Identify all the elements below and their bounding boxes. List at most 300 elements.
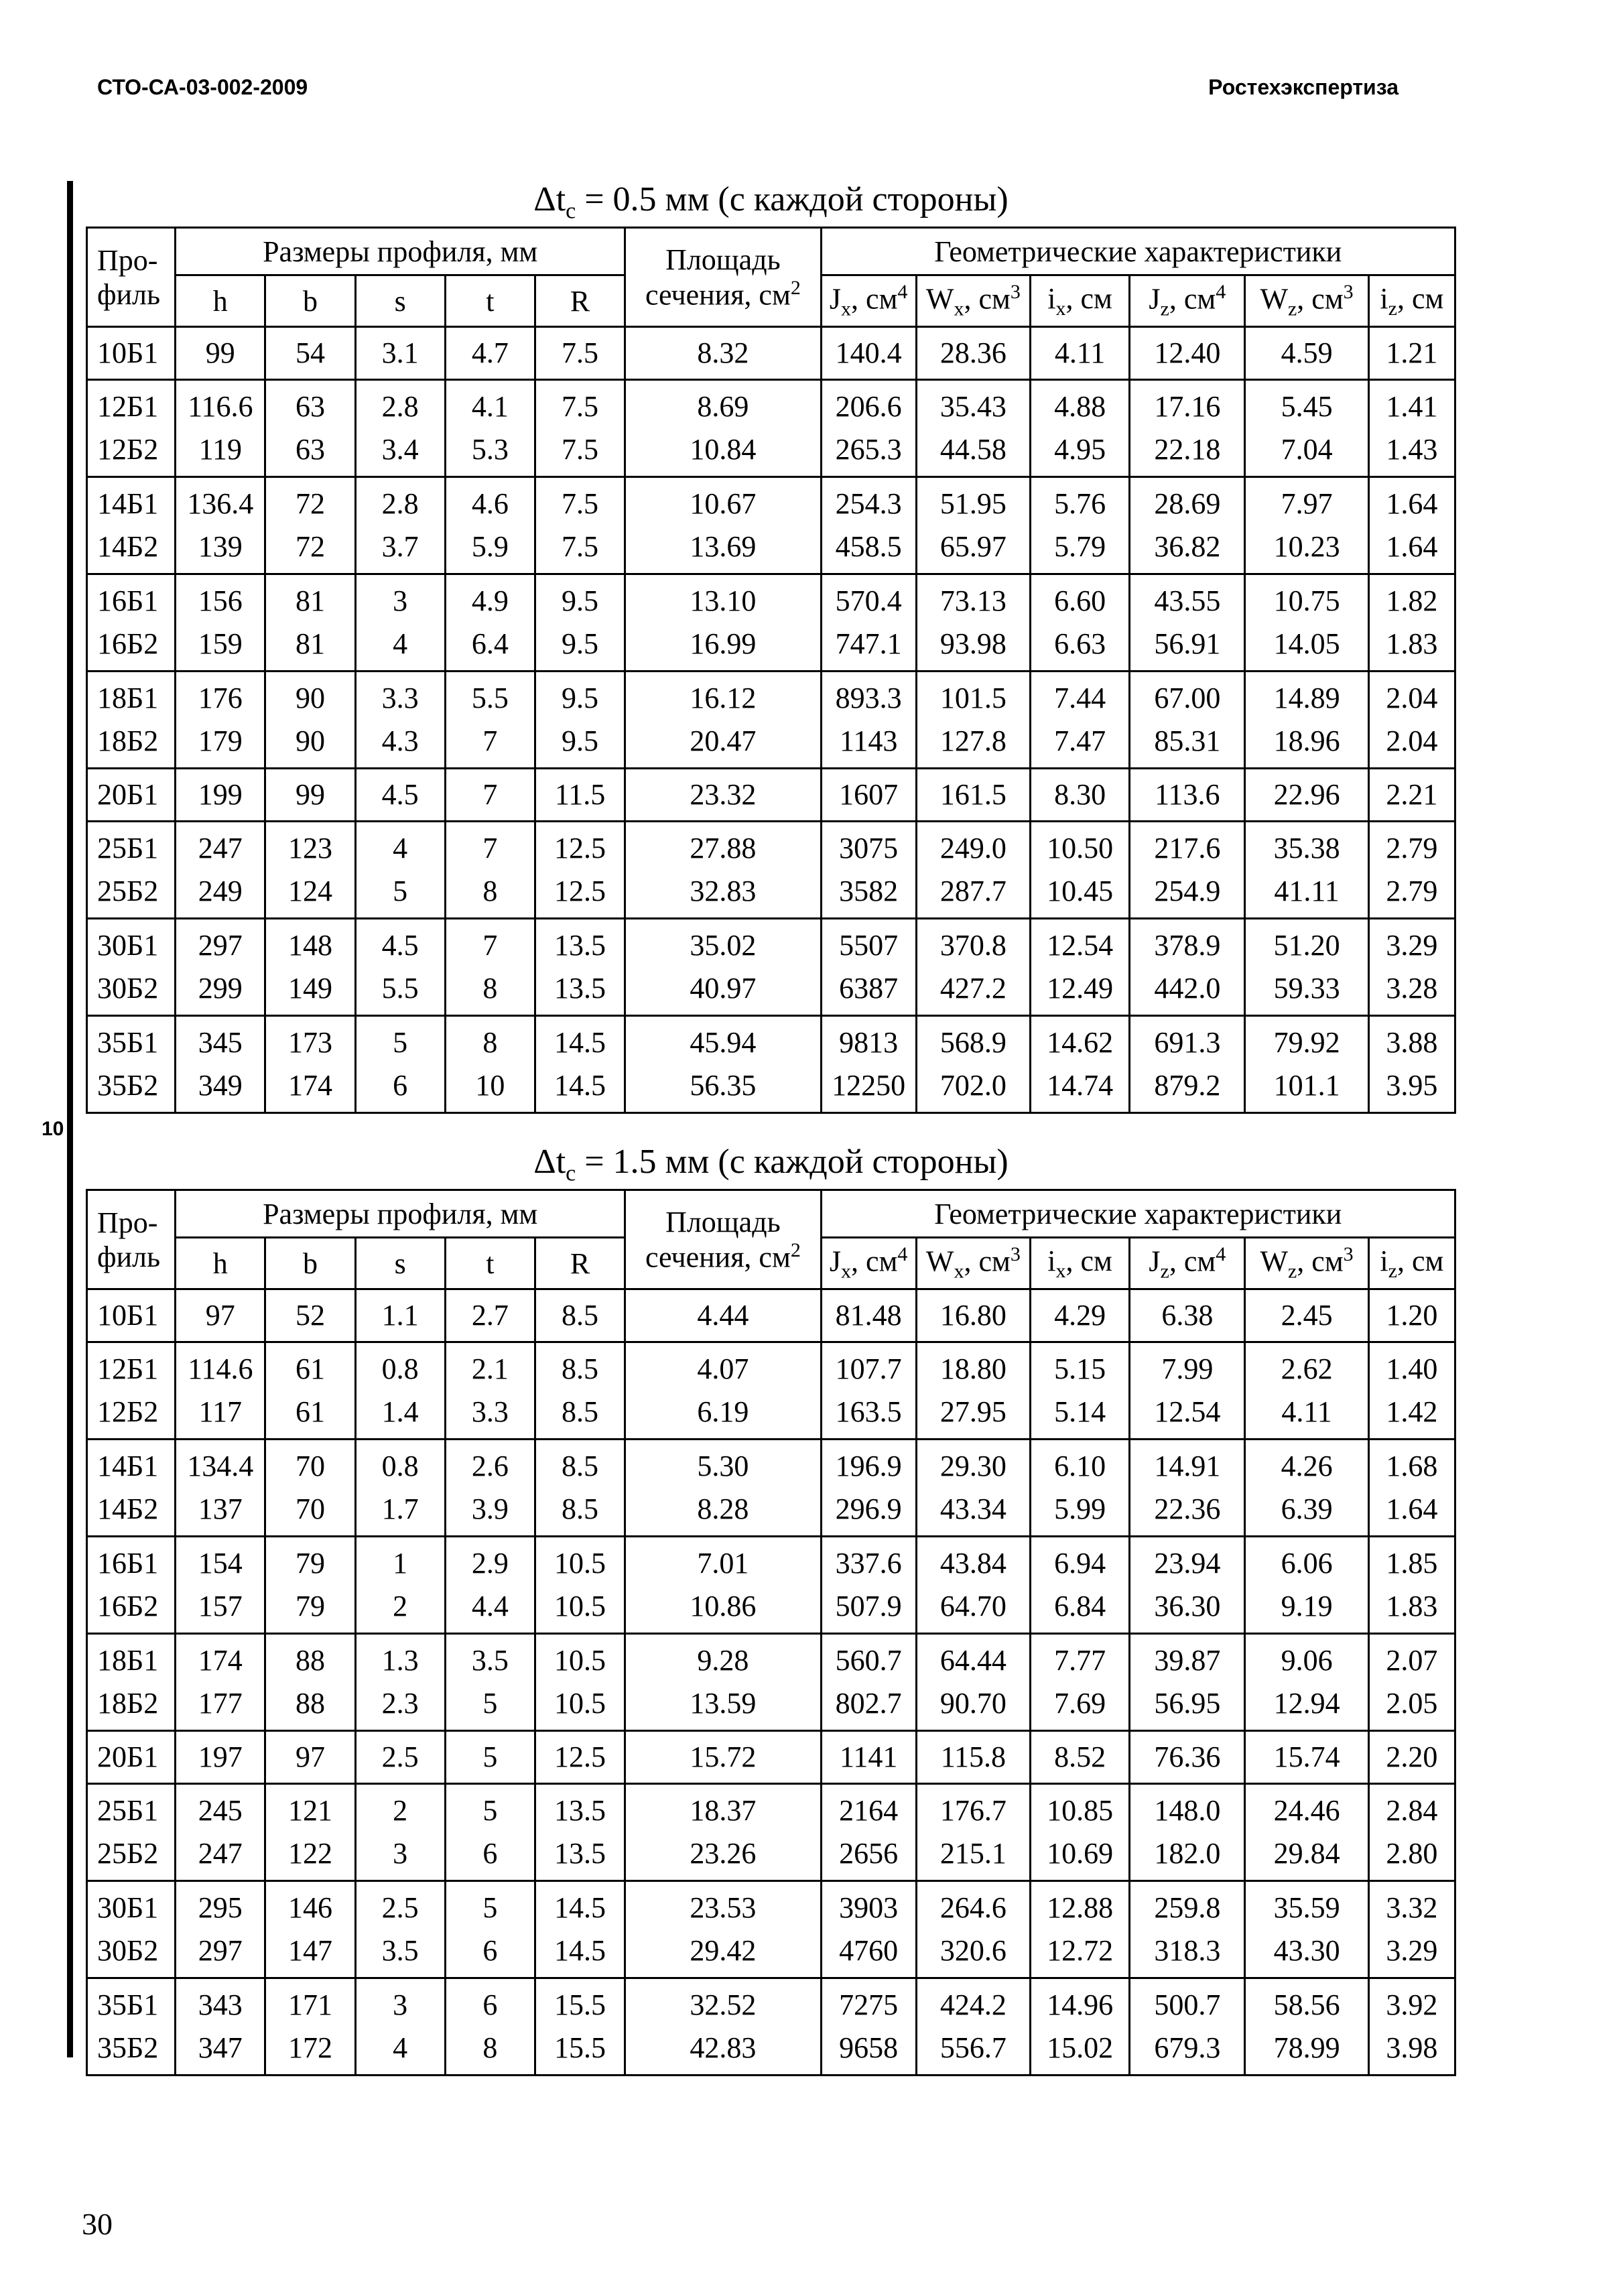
value-cell	[1245, 477, 1368, 574]
cell-value: 3.29	[1386, 1934, 1438, 1967]
value-cell	[1130, 1881, 1245, 1978]
cell-value: 1.64	[1386, 1492, 1438, 1525]
cell-value: 8	[482, 875, 498, 907]
cell-value: 156	[198, 584, 243, 617]
cell-value: 249	[198, 875, 243, 907]
profile-cell	[87, 327, 176, 380]
cell-value: 25Б2	[97, 1837, 159, 1870]
cell-value: 56.95	[1154, 1687, 1221, 1720]
symbol: W	[1260, 1245, 1288, 1278]
value-cell	[916, 1731, 1030, 1784]
value-cell	[1031, 1978, 1130, 2076]
cell-value: 18Б2	[97, 1687, 159, 1720]
cell-value: 12.49	[1047, 972, 1114, 1005]
cell-value: 10.67	[690, 487, 757, 520]
cell-value: 5.15	[1054, 1352, 1106, 1385]
cell-value: 16Б1	[97, 584, 159, 617]
cell-value: 378.9	[1154, 929, 1221, 962]
cell-value: 163.5	[835, 1395, 902, 1428]
cell-value: 8.5	[562, 1395, 599, 1428]
symbol: W	[1260, 282, 1288, 316]
value-cell	[1245, 1016, 1368, 1113]
value-cell	[821, 769, 916, 822]
value-cell	[355, 1537, 445, 1634]
cell-value: 90.70	[939, 1687, 1007, 1720]
cell-value: 4.07	[697, 1352, 749, 1385]
symbol-axis: z	[1388, 1259, 1397, 1282]
value-cell	[176, 1342, 265, 1440]
cell-value: 58.56	[1273, 1988, 1340, 2021]
value-cell	[1130, 1634, 1245, 1731]
cell-value: 12250	[832, 1069, 906, 1102]
value-cell	[1130, 1784, 1245, 1881]
cell-value: 61	[295, 1395, 325, 1428]
cell-value: 12.88	[1047, 1891, 1114, 1924]
cell-value: 140.4	[835, 336, 902, 369]
column-header-wz	[1245, 275, 1368, 327]
value-cell	[1368, 822, 1455, 919]
cell-value: 27.95	[939, 1395, 1007, 1428]
cell-value: 14.05	[1273, 627, 1340, 660]
cell-value: 54	[295, 336, 325, 369]
cell-value: 1.1	[381, 1299, 419, 1332]
value-cell	[916, 1342, 1030, 1440]
cell-value: 5	[482, 1891, 498, 1924]
cell-value: 691.3	[1154, 1026, 1221, 1059]
cell-value: 879.2	[1154, 1069, 1221, 1102]
cell-value: 2.1	[471, 1352, 509, 1385]
value-cell	[1031, 769, 1130, 822]
value-cell	[916, 1784, 1030, 1881]
cell-value: 1.82	[1386, 584, 1438, 617]
cell-value: 99	[295, 778, 325, 811]
value-cell	[821, 327, 916, 380]
cell-value: 36.82	[1154, 530, 1221, 563]
cell-value: 7.69	[1054, 1687, 1106, 1720]
value-cell	[916, 919, 1030, 1016]
value-cell	[445, 1634, 535, 1731]
cell-value: 99	[205, 336, 235, 369]
cell-value: 124	[287, 875, 332, 907]
cell-value: 8.5	[562, 1492, 599, 1525]
symbol: i	[1380, 282, 1388, 316]
profile-cell	[87, 1537, 176, 1634]
value-cell	[355, 822, 445, 919]
cell-value: 12.40	[1154, 336, 1221, 369]
cell-value: 247	[198, 832, 243, 865]
cell-value: 3.7	[381, 530, 419, 563]
unit: , см	[1065, 282, 1112, 316]
revision-bar	[67, 181, 73, 2057]
cell-value: 6	[482, 1837, 498, 1870]
geometry-group-header: Геометрические характеристики	[821, 1190, 1455, 1238]
cell-value: 90	[295, 724, 325, 757]
value-cell	[1031, 574, 1130, 672]
value-cell	[916, 477, 1030, 574]
cell-value: 22.36	[1154, 1492, 1221, 1525]
value-cell	[265, 1537, 355, 1634]
cell-value: 424.2	[939, 1988, 1007, 2021]
unit: , см	[1169, 282, 1216, 316]
cell-value: 802.7	[835, 1687, 902, 1720]
table-row	[87, 1731, 1455, 1784]
cell-value: 10.45	[1047, 875, 1114, 907]
cell-value: 13.5	[554, 1837, 606, 1870]
cell-value: 43.30	[1273, 1934, 1340, 1967]
cell-value: 14.5	[554, 1026, 606, 1059]
cell-value: 10Б1	[97, 336, 159, 369]
column-header-wz	[1245, 1238, 1368, 1289]
value-cell	[1130, 1289, 1245, 1342]
value-cell	[265, 919, 355, 1016]
cell-value: 64.44	[939, 1644, 1007, 1677]
symbol: i	[1047, 1245, 1056, 1278]
cell-value: 8.5	[562, 1299, 599, 1332]
cell-value: 182.0	[1154, 1837, 1221, 1870]
value-cell	[1031, 477, 1130, 574]
value-cell	[821, 919, 916, 1016]
profile-cell	[87, 1634, 176, 1731]
value-cell	[535, 1784, 625, 1881]
cell-value: 15.5	[554, 1988, 606, 2021]
value-cell	[1130, 1537, 1245, 1634]
cell-value: 139	[198, 530, 243, 563]
symbol: W	[925, 282, 954, 316]
value-cell	[1245, 574, 1368, 672]
value-cell	[1245, 1537, 1368, 1634]
cell-value: 17.16	[1154, 390, 1221, 423]
cell-value: 63	[295, 433, 325, 466]
cell-value: 171	[287, 1988, 332, 2021]
area-unit-power: 2	[790, 276, 801, 299]
value-cell	[176, 1881, 265, 1978]
cell-value: 2656	[839, 1837, 899, 1870]
value-cell	[916, 1881, 1030, 1978]
symbol-axis: z	[1287, 298, 1297, 320]
cell-value: 217.6	[1154, 832, 1221, 865]
value-cell	[1368, 1016, 1455, 1113]
value-cell	[176, 919, 265, 1016]
cell-value: 5.3	[471, 433, 509, 466]
value-cell	[445, 380, 535, 477]
cell-value: 13.10	[690, 584, 757, 617]
value-cell	[1368, 380, 1455, 477]
cell-value: 6.63	[1054, 627, 1106, 660]
column-header-h: h	[176, 275, 265, 327]
cell-value: 7.5	[562, 390, 599, 423]
cell-value: 6.94	[1054, 1547, 1106, 1580]
cell-value: 1.83	[1386, 1590, 1438, 1622]
cell-value: 76.36	[1154, 1740, 1221, 1773]
cell-value: 500.7	[1154, 1988, 1221, 2021]
value-cell	[445, 1342, 535, 1440]
cell-value: 29.30	[939, 1450, 1007, 1482]
cell-value: 51.95	[939, 487, 1007, 520]
value-cell	[821, 1289, 916, 1342]
symbol: i	[1047, 282, 1056, 316]
profile-cell	[87, 574, 176, 672]
value-cell	[916, 1634, 1030, 1731]
value-cell	[176, 1016, 265, 1113]
value-cell	[535, 1881, 625, 1978]
cell-value: 39.87	[1154, 1644, 1221, 1677]
cell-value: 2.80	[1386, 1837, 1438, 1870]
table-row	[87, 574, 1455, 672]
cell-value: 6.10	[1054, 1450, 1106, 1482]
cell-value: 9658	[839, 2031, 899, 2064]
cell-value: 30Б2	[97, 1934, 159, 1967]
cell-value: 119	[198, 433, 242, 466]
symbol: W	[925, 1245, 954, 1278]
value-cell	[916, 769, 1030, 822]
value-cell	[265, 672, 355, 769]
cell-value: 343	[198, 1988, 243, 2021]
column-header-r: R	[535, 275, 625, 327]
cell-value: 12.5	[554, 875, 606, 907]
geometry-group-header: Геометрические характеристики	[821, 228, 1455, 275]
column-header-b: b	[265, 1238, 355, 1289]
profile-header-top: Про-	[97, 243, 158, 277]
cell-value: 90	[295, 682, 325, 714]
cell-value: 12Б2	[97, 1395, 159, 1428]
cell-value: 159	[198, 627, 243, 660]
cell-value: 27.88	[690, 832, 757, 865]
value-cell	[355, 1731, 445, 1784]
value-cell	[821, 672, 916, 769]
profile-cell	[87, 1978, 176, 2076]
cell-value: 23.26	[690, 1837, 757, 1870]
cell-value: 1607	[839, 778, 899, 811]
cell-value: 72	[295, 487, 325, 520]
table-row	[87, 1881, 1455, 1978]
cell-value: 9813	[839, 1026, 899, 1059]
cell-value: 81	[295, 584, 325, 617]
cell-value: 116.6	[188, 390, 253, 423]
cell-value: 15.74	[1273, 1740, 1340, 1773]
cell-value: 29.42	[690, 1934, 757, 1967]
cell-value: 4.4	[471, 1590, 509, 1622]
cell-value: 8	[482, 972, 498, 1005]
cell-value: 13.69	[690, 530, 757, 563]
column-header-t: t	[445, 1238, 535, 1289]
cell-value: 8	[482, 1026, 498, 1059]
value-cell	[176, 380, 265, 477]
cell-value: 7.5	[562, 487, 599, 520]
cell-value: 32.52	[690, 1988, 757, 2021]
cell-value: 3.95	[1386, 1069, 1438, 1102]
area-unit-power: 2	[790, 1238, 801, 1261]
value-cell	[1031, 672, 1130, 769]
cell-value: 5.45	[1281, 390, 1333, 423]
cell-value: 5.9	[471, 530, 509, 563]
cell-value: 2.07	[1386, 1644, 1438, 1677]
cell-value: 5	[482, 1794, 498, 1827]
cell-value: 70	[295, 1492, 325, 1525]
value-cell	[176, 769, 265, 822]
cell-value: 1.64	[1386, 530, 1438, 563]
cell-value: 9.5	[562, 682, 599, 714]
cell-value: 18Б1	[97, 682, 159, 714]
cell-value: 5	[393, 1026, 408, 1059]
value-cell	[1130, 1440, 1245, 1537]
cell-value: 85.31	[1154, 724, 1221, 757]
column-header-s: s	[355, 275, 445, 327]
cell-value: 18Б2	[97, 724, 159, 757]
cell-value: 5.30	[697, 1450, 749, 1482]
value-cell	[821, 477, 916, 574]
cell-value: 40.97	[690, 972, 757, 1005]
value-cell	[355, 380, 445, 477]
cell-value: 4.1	[471, 390, 509, 423]
cell-value: 1.85	[1386, 1547, 1438, 1580]
column-header-b: b	[265, 275, 355, 327]
cell-value: 2.79	[1386, 875, 1438, 907]
cell-value: 4.11	[1281, 1395, 1332, 1428]
cell-value: 1.68	[1386, 1450, 1438, 1482]
cell-value: 1.3	[381, 1644, 419, 1677]
value-cell	[1245, 380, 1368, 477]
cell-value: 4.7	[471, 336, 509, 369]
cell-value: 12.54	[1154, 1395, 1221, 1428]
cell-value: 88	[295, 1687, 325, 1720]
value-cell	[535, 574, 625, 672]
cell-value: 3	[393, 1988, 408, 2021]
profile-header	[87, 228, 176, 327]
value-cell	[265, 1634, 355, 1731]
value-cell	[1031, 1881, 1130, 1978]
cell-value: 6.38	[1161, 1299, 1214, 1332]
symbol-axis: x	[841, 298, 852, 320]
cell-value: 123	[287, 832, 332, 865]
profile-header-bottom: филь	[97, 277, 161, 311]
value-cell	[355, 1978, 445, 2076]
value-cell	[625, 1978, 821, 2076]
cell-value: 97	[205, 1299, 235, 1332]
cell-value: 147	[287, 1934, 332, 1967]
cell-value: 560.7	[835, 1644, 902, 1677]
cell-value: 35.59	[1273, 1891, 1340, 1924]
cell-value: 7.44	[1054, 682, 1106, 714]
cell-value: 3.28	[1386, 972, 1438, 1005]
cell-value: 679.3	[1154, 2031, 1221, 2064]
value-cell	[535, 769, 625, 822]
table-row	[87, 1784, 1455, 1881]
cell-value: 14.91	[1154, 1450, 1221, 1482]
cell-value: 5.5	[381, 972, 419, 1005]
table-row	[87, 1634, 1455, 1731]
cell-value: 10	[475, 1069, 505, 1102]
cell-value: 35Б1	[97, 1026, 159, 1059]
cell-value: 7.04	[1281, 433, 1333, 466]
value-cell	[916, 672, 1030, 769]
cell-value: 0.8	[381, 1352, 419, 1385]
column-header-iz	[1368, 275, 1455, 327]
cell-value: 2.3	[381, 1687, 419, 1720]
cell-value: 43.34	[939, 1492, 1007, 1525]
value-cell	[1368, 574, 1455, 672]
column-header-jz	[1130, 275, 1245, 327]
cell-value: 97	[295, 1740, 325, 1773]
cell-value: 265.3	[835, 433, 902, 466]
cell-value: 196.9	[835, 1450, 902, 1482]
value-cell	[445, 574, 535, 672]
page-number: 30	[82, 2207, 113, 2241]
cell-value: 9.28	[697, 1644, 749, 1677]
value-cell	[535, 477, 625, 574]
value-cell	[265, 1881, 355, 1978]
cell-value: 10.84	[690, 433, 757, 466]
symbol: J	[1149, 282, 1161, 316]
value-cell	[1245, 1634, 1368, 1731]
cell-value: 2.8	[381, 390, 419, 423]
profile-cell	[87, 1016, 176, 1113]
value-cell	[355, 769, 445, 822]
cell-value: 122	[287, 1837, 332, 1870]
cell-value: 6.19	[697, 1395, 749, 1428]
cell-value: 12Б1	[97, 1352, 159, 1385]
cell-value: 3.4	[381, 433, 419, 466]
cell-value: 117	[198, 1395, 242, 1428]
table-row	[87, 1440, 1455, 1537]
cell-value: 2.04	[1386, 724, 1438, 757]
cell-value: 296.9	[835, 1492, 902, 1525]
table-row	[87, 1342, 1455, 1440]
cell-value: 13.5	[554, 1794, 606, 1827]
cell-value: 7.01	[697, 1547, 749, 1580]
profile-cell	[87, 380, 176, 477]
value-cell	[625, 327, 821, 380]
cell-value: 4.3	[381, 724, 419, 757]
table-row	[87, 1016, 1455, 1113]
cell-value: 2.5	[381, 1891, 419, 1924]
cell-value: 295	[198, 1891, 243, 1924]
cell-value: 14.5	[554, 1934, 606, 1967]
value-cell	[265, 1731, 355, 1784]
value-cell	[355, 1881, 445, 1978]
cell-value: 136.4	[187, 487, 254, 520]
value-cell	[1031, 1440, 1130, 1537]
value-cell	[1368, 1537, 1455, 1634]
column-header-ix	[1031, 1238, 1130, 1289]
cell-value: 7.5	[562, 433, 599, 466]
cell-value: 3.5	[381, 1934, 419, 1967]
cell-value: 1.43	[1386, 433, 1438, 466]
value-cell	[625, 477, 821, 574]
value-cell	[176, 1289, 265, 1342]
cell-value: 22.96	[1273, 778, 1340, 811]
value-cell	[1368, 1440, 1455, 1537]
cell-value: 179	[198, 724, 243, 757]
cell-value: 148	[287, 929, 332, 962]
cell-value: 79	[295, 1547, 325, 1580]
cell-value: 93.98	[939, 627, 1007, 660]
value-cell	[535, 822, 625, 919]
cell-value: 4.26	[1281, 1450, 1333, 1482]
value-cell	[265, 769, 355, 822]
profile-cell	[87, 919, 176, 1016]
cell-value: 13.5	[554, 972, 606, 1005]
value-cell	[625, 1634, 821, 1731]
cell-value: 161.5	[939, 778, 1007, 811]
table-row	[87, 327, 1455, 380]
cell-value: 5	[393, 875, 408, 907]
cell-value: 18.37	[690, 1794, 757, 1827]
cell-value: 13.59	[690, 1687, 757, 1720]
unit: , см	[851, 282, 898, 316]
cell-value: 36.30	[1154, 1590, 1221, 1622]
value-cell	[1130, 477, 1245, 574]
value-cell	[176, 1634, 265, 1731]
